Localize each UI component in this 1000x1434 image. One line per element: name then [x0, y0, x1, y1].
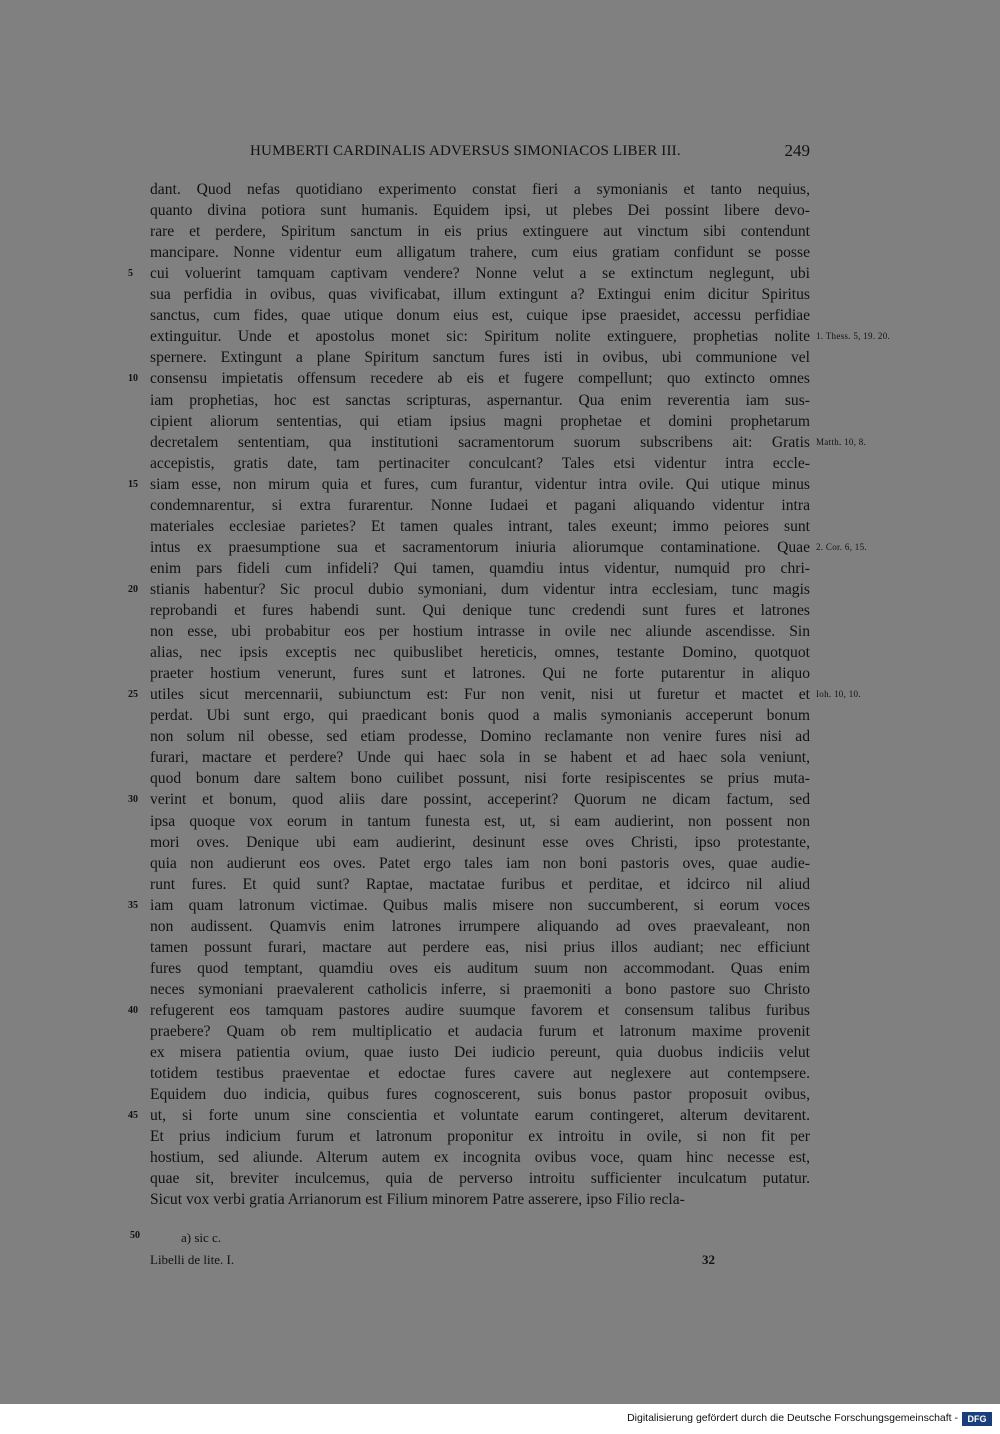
margin-reference: 2. Cor. 6, 15. [816, 542, 867, 552]
text-line: perdat. Ubi sunt ergo, qui praedicant bonis quod a malis symonianis acceperunt bonum [150, 707, 810, 724]
text-line: rare et perdere, Spiritum sanctum in eis prius extinguere aut vinctum sibi contendunt [150, 223, 810, 240]
text-line: runt fures. Et quid sunt? Raptae, mactatae furibus et perditae, et idcirco nil aliud [150, 876, 810, 893]
line-number: 10 [128, 373, 138, 384]
text-line: mori oves. Denique ubi eam audierint, desinunt esse oves Christi, ipso protestante, [150, 834, 810, 851]
text-line: quod bonum dare saltem bono cuilibet possunt, nisi forte resipiscentes se prius muta- [150, 770, 810, 787]
text-line: iam quam latronum victimae. Quibus malis misere non succumberent, si eorum voces [150, 897, 810, 914]
text-line: cipient aliorum sententias, qui etiam ipsius magni prophetae et domini prophetarum [150, 413, 810, 430]
text-line: spernere. Extingunt a plane Spiritum sanctum fures isti in ovibus, ubi communione vel [150, 349, 810, 366]
text-line: Sicut vox verbi gratia Arrianorum est Filium minorem Patre asserere, ipso Filio recla- [150, 1191, 685, 1208]
line-number: 25 [128, 689, 138, 700]
text-line: dant. Quod nefas quotidiano experimento constat fieri a symonianis et tanto nequius, [150, 181, 810, 198]
running-header [150, 143, 810, 165]
text-line: non solum nil obesse, sed etiam prodesse, Domino reclamante non venire fures nisi ad [150, 728, 810, 745]
line-number: 35 [128, 900, 138, 911]
line-number: 45 [128, 1110, 138, 1121]
text-line: materiales ecclesiae parietes? Et tamen quales intrant, tales exeunt; immo peiores sunt [150, 518, 810, 535]
line-number: 20 [128, 584, 138, 595]
text-line: sanctus, cum fides, quae utique donum eius est, cuique ipse praesidet, accessu perfidiae [150, 307, 810, 324]
text-line: ipsa quoque vox eorum in tantum funesta est, ut, si eam audierint, non possent non [150, 813, 810, 830]
header-title: HUMBERTI CARDINALIS ADVERSUS SIMONIACOS LIBER III. [250, 143, 681, 159]
text-line: tamen possunt furari, mactare aut perdere eas, nisi prius illos audiant; nec efficiunt [150, 939, 810, 956]
text-line: furari, mactare et perdere? Unde qui haec sola in se habent et ad haec sola veniunt, [150, 749, 810, 766]
text-line: stianis habentur? Sic procul dubio symoniani, dum videntur intra ecclesiam, tunc magis [150, 581, 810, 598]
text-line: decretalem sententiam, qua institutioni sacramentorum suorum subscribens ait: Gratis [150, 434, 810, 451]
text-line: hostium, sed aliunde. Alterum autem ex incognita ovibus voce, quam hinc necesse est, [150, 1149, 810, 1166]
signature-title: Libelli de lite. I. [150, 1252, 235, 1267]
signature-number: 32 [702, 1252, 715, 1267]
text-line: neces symoniani praevalerent catholicis inferre, si praemoniti a bono pastore suo Christo [150, 981, 810, 998]
text-line: condemnarentur, si extra furarentur. Nonne Iudaei et pagani aliquando videntur intra [150, 497, 810, 514]
margin-reference: Ioh. 10, 10. [816, 689, 861, 699]
text-line: Et prius indicium furum et latronum proponitur ex introitu in ovile, si non fit per [150, 1128, 810, 1145]
text-line: iam prophetias, hoc est sanctas scripturas, aspernantur. Qua enim reverentia iam sus- [150, 392, 810, 409]
text-line: quanto divina potiora sunt humanis. Equidem ipsi, ut plebes Dei possint libere devo- [150, 202, 810, 219]
text-line: utiles sicut mercennarii, subiunctum est: Fur non venit, nisi ut furetur et mactet et [150, 686, 810, 703]
text-line: extinguitur. Unde et apostolus monet sic: Spiritum nolite extinguere, prophetias nolite [150, 328, 810, 345]
text-line: accepistis, gratis date, tam pertinaciter conculcant? Tales etsi videntur intra eccle- [150, 455, 810, 472]
line-number: 40 [128, 1005, 138, 1016]
margin-reference: Matth. 10, 8. [816, 437, 867, 447]
credit-text: Digitalisierung gefördert durch die Deutsche Forschungsgemeinschaft - [627, 1412, 958, 1424]
text-line: ut, si forte unum sine conscientia et voluntate earum contingeret, alterum devitarent. [150, 1107, 810, 1124]
credit-bar [0, 1404, 1000, 1434]
text-line: enim pars fideli cum infideli? Qui tamen, quamdiu intus videntur, numquid pro chri- [150, 560, 810, 577]
margin-reference: 1. Thess. 5, 19. 20. [816, 331, 891, 341]
text-line: intus ex praesumptione sua et sacramentorum iniuria aliorumque contaminatione. Quae [150, 539, 810, 556]
footnote-line-number: 50 [130, 1230, 140, 1241]
text-line: non audissent. Quamvis enim latrones irrumpere aliquando ad oves praevaleant, non [150, 918, 810, 935]
text-line: fures quod temptant, quamdiu oves eis auditum suum non accommodant. Quas enim [150, 960, 810, 977]
text-line: verint et bonum, quod aliis dare possint, acceperint? Quorum ne dicam factum, sed [150, 791, 810, 808]
page-number: 249 [784, 141, 810, 160]
text-line: Equidem duo indicia, quibus fures cognoscerent, suis bonus pastor proposuit ovibus, [150, 1086, 810, 1103]
text-line: mancipare. Nonne videntur eum alligatum trahere, cum eius gratiam confidunt se posse [150, 244, 810, 261]
text-line: totidem testibus praeventae et edoctae fures cavere aut neglexere aut contempsere. [150, 1065, 810, 1082]
text-line: sua perfidia in ovibus, quas vivificabat, illum extingunt a? Extingui enim dicitur Spiritus [150, 286, 810, 303]
footnote: a) sic c. [181, 1230, 222, 1245]
text-line: praebere? Quam ob rem multiplicatio et audacia furum et latronum maxime provenit [150, 1023, 810, 1040]
text-line: refugerent eos tamquam pastores audire suumque favorem et consensum talibus furibus [150, 1002, 810, 1019]
text-line: ex misera patientia ovium, quae iusto Dei iudicio pereunt, quia duobus indiciis velut [150, 1044, 810, 1061]
line-number: 30 [128, 794, 138, 805]
text-line: quae sit, breviter inculcemus, quia de perverso introitu sufficienter inculcatum putatur. [150, 1170, 810, 1187]
text-line: non esse, ubi probabitur eos per hostium intrasse in ovile nec aliunde ascendisse. Sin [150, 623, 810, 640]
text-line: praeter hostium venerunt, fures sunt et latrones. Qui ne forte putarentur in aliquo [150, 665, 810, 682]
line-number: 15 [128, 479, 138, 490]
line-number: 5 [128, 268, 133, 279]
text-line: reprobandi et fures habendi sunt. Qui denique tunc credendi sunt fures et latrones [150, 602, 810, 619]
text-line: quia non audierunt eos oves. Patet ergo tales iam non boni pastoris oves, quae audie- [150, 855, 810, 872]
text-line: cui voluerint tamquam captivam vendere? Nonne velut a se extinctum neglegunt, ubi [150, 265, 810, 282]
text-line: siam esse, non mirum quia et fures, cum furantur, videntur intra ovile. Qui utique minus [150, 476, 810, 493]
dfg-logo-icon: DFG [962, 1412, 992, 1426]
text-line: alias, nec ipsis exceptis nec quibuslibet hereticis, omnes, testante Domino, quotquot [150, 644, 810, 661]
text-line: consensu impietatis offensum recedere ab eis et fugere compellunt; quo extincto omnes [150, 370, 810, 387]
